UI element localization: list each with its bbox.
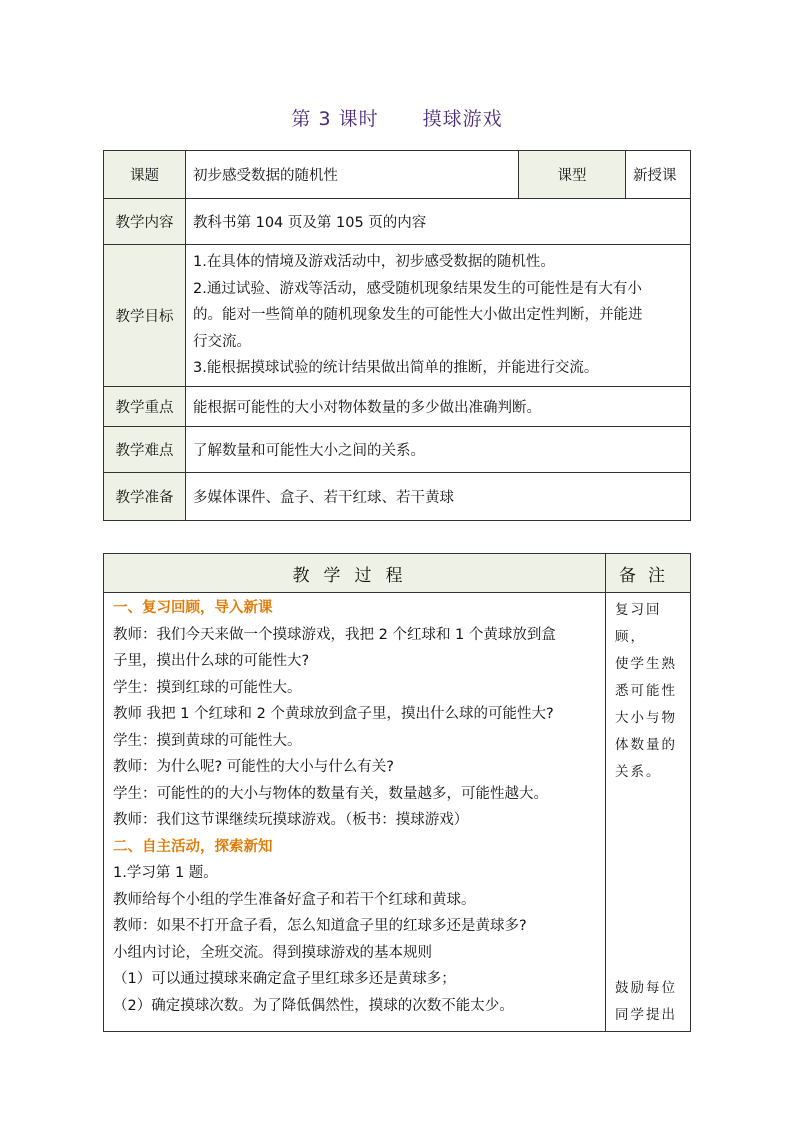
section-heading: 二、自主活动，探索新知 bbox=[113, 838, 273, 855]
process-line: 教师：为什么呢? 可能性的大小与什么有关? bbox=[113, 759, 394, 775]
difficulty-value: 了解数量和可能性大小之间的关系。 bbox=[186, 426, 691, 472]
goal-line: 行交流。 bbox=[193, 333, 251, 350]
note-line: 悉可能性 bbox=[615, 683, 677, 699]
notes-header: 备注 bbox=[606, 554, 691, 593]
difficulty-label: 教学难点 bbox=[104, 426, 186, 472]
page-title bbox=[0, 104, 794, 131]
goal-line: 3.能根据摸球试验的统计结果做出简单的推断，并能进行交流。 bbox=[193, 360, 599, 376]
type-label: 课型 bbox=[519, 151, 626, 199]
note-line: 体数量的 bbox=[615, 737, 677, 753]
notes-body bbox=[606, 593, 691, 1032]
lesson-info-table bbox=[103, 150, 691, 521]
goals-cell bbox=[186, 245, 691, 387]
content-value: 教科书第 104 页及第 105 页的内容 bbox=[186, 199, 691, 245]
teaching-process-table bbox=[103, 553, 691, 1032]
process-line: 教师：我们这节课继续玩摸球游戏。（板书：摸球游戏） bbox=[113, 812, 469, 828]
goal-line: 1.在具体的情境及游戏活动中，初步感受数据的随机性。 bbox=[193, 254, 555, 270]
key-value: 能根据可能性的大小对物体数量的多少做出准确判断。 bbox=[186, 386, 691, 426]
process-line: 学生：可能性的的大小与物体的数量有关，数量越多，可能性越大。 bbox=[113, 785, 548, 802]
note-line: 大小与物 bbox=[615, 710, 677, 726]
prep-value: 多媒体课件、盒子、若干红球、若干黄球 bbox=[186, 472, 691, 520]
section-heading: 一、复习回顾，导入新课 bbox=[113, 600, 273, 616]
process-line: 子里，摸出什么球的可能性大? bbox=[113, 653, 310, 669]
type-value: 新授课 bbox=[626, 151, 691, 199]
topic-label: 课题 bbox=[104, 151, 186, 199]
key-label: 教学重点 bbox=[104, 386, 186, 426]
note-line: 鼓励每位 bbox=[615, 980, 677, 996]
goal-line: 2.通过试验、游戏等活动，感受随机现象结果发生的可能性是有大有小 bbox=[193, 280, 642, 297]
process-line: 教师 我把 1 个红球和 2 个黄球放到盒子里，摸出什么球的可能性大? bbox=[113, 706, 554, 722]
process-line: （2）确定摸球次数。为了降低偶然性，摸球的次数不能太少。 bbox=[113, 997, 514, 1014]
process-line: 学生：摸到黄球的可能性大。 bbox=[113, 732, 302, 749]
note-line: 复习回顾， bbox=[615, 602, 662, 645]
lesson-number: 第 3 课时 bbox=[291, 108, 379, 130]
note-line: 关系。 bbox=[615, 764, 662, 780]
process-line: 教师给每个小组的学生准备好盒子和若干个红球和黄球。 bbox=[113, 891, 476, 908]
process-line: 小组内讨论，全班交流。得到摸球游戏的基本规则 bbox=[113, 944, 432, 961]
process-body bbox=[104, 593, 606, 1032]
goal-line: 的。能对一些简单的随机现象发生的可能性大小做出定性判断，并能进 bbox=[193, 307, 643, 323]
process-line: 1.学习第 1 题。 bbox=[113, 865, 218, 881]
topic-value: 初步感受数据的随机性 bbox=[186, 151, 519, 199]
process-header: 教学过程 bbox=[104, 554, 606, 593]
goals-label: 教学目标 bbox=[104, 245, 186, 387]
content-label: 教学内容 bbox=[104, 199, 186, 245]
note-line: 同学提出 bbox=[615, 1007, 677, 1023]
process-line: 教师：如果不打开盒子看，怎么知道盒子里的红球多还是黄球多? bbox=[113, 918, 527, 934]
process-line: （1）可以通过摸球来确定盒子里红球多还是黄球多； bbox=[113, 971, 456, 987]
prep-label: 教学准备 bbox=[104, 472, 186, 520]
lesson-name: 摸球游戏 bbox=[422, 108, 503, 130]
process-line: 学生：摸到红球的可能性大。 bbox=[113, 679, 302, 696]
note-line: 使学生熟 bbox=[615, 656, 677, 672]
process-line: 教师：我们今天来做一个摸球游戏，我把 2 个红球和 1 个黄球放到盒 bbox=[113, 626, 556, 643]
